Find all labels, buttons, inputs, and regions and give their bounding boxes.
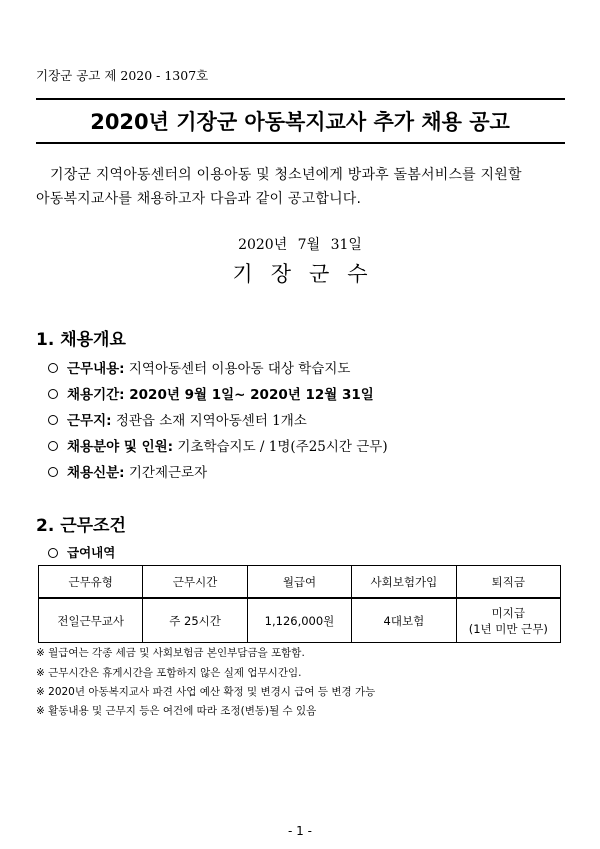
subheading-label: 급여내역: [67, 545, 116, 560]
cell-social-insurance: 4대보험: [352, 599, 456, 643]
page-number: - 1 -: [288, 824, 312, 838]
notice-number: 기장군 공고 제 2020 - 1307호: [36, 68, 209, 83]
overview-item-duty: [48, 357, 350, 377]
header-work-type: 근무유형: [39, 566, 143, 599]
signer: 기장군수: [232, 262, 386, 286]
overview-item-status: [48, 461, 207, 481]
note-3: ※ 2020년 아동복지교사 파견 사업 예산 확정 및 변경시 급여 등 변경 가능: [36, 686, 376, 698]
circle-bullet-icon: [48, 389, 58, 399]
circle-bullet-icon: [48, 415, 58, 425]
item-value: 기초학습지도 / 1명(주25시간 근무): [173, 439, 388, 455]
item-value: 지역아동센터 이용아동 대상 학습지도: [124, 361, 351, 377]
intro-line-1: 기장군 지역아동센터의 이용아동 및 청소년에게 방과후 돌봄서비스를 지원할: [50, 167, 522, 183]
note-4: ※ 활동내용 및 근무지 등은 여건에 따라 조정(변동)될 수 있음: [36, 705, 317, 717]
item-label: 채용신분:: [67, 465, 125, 481]
section-1-heading: 1. 채용개요: [36, 330, 126, 350]
item-label: 근무지:: [67, 413, 112, 429]
header-monthly-pay: 월급여: [247, 566, 351, 599]
item-value: 정관읍 소재 지역아동센터 1개소: [111, 413, 307, 429]
overview-item-location: [48, 409, 307, 429]
salary-subheading: [48, 543, 115, 561]
title-rule-bottom: [36, 142, 565, 144]
item-label: 채용기간: 2020년 9월 1일~ 2020년 12월 31일: [67, 387, 374, 403]
circle-bullet-icon: [48, 441, 58, 451]
item-label: 근무내용:: [67, 361, 125, 377]
note-1: ※ 월급여는 각종 세금 및 사회보험금 본인부담금을 포함함.: [36, 647, 305, 659]
item-label: 채용분야 및 인원:: [67, 439, 174, 455]
section-2-heading: 2. 근무조건: [36, 516, 126, 536]
cell-work-hours: 주 25시간: [143, 599, 247, 643]
severance-value: 미지급: [491, 605, 525, 620]
table-header-row: [39, 566, 561, 599]
header-severance: 퇴직금: [456, 566, 560, 599]
notice-date: 2020년 7월 31일: [238, 237, 362, 253]
circle-bullet-icon: [48, 467, 58, 477]
table-header-divider: [38, 597, 561, 599]
cell-monthly-pay: 1,126,000원: [247, 599, 351, 643]
title-rule-top: [36, 98, 565, 100]
cell-severance: [456, 599, 560, 643]
overview-item-field: [48, 435, 388, 455]
table-row: [39, 599, 561, 643]
circle-bullet-icon: [48, 548, 58, 558]
note-2: ※ 근무시간은 휴게시간을 포함하지 않은 실제 업무시간임.: [36, 667, 302, 679]
document-title: 2020년 기장군 아동복지교사 추가 채용 공고: [90, 110, 510, 134]
cell-work-type: 전일근무교사: [39, 599, 143, 643]
salary-table: [38, 565, 561, 643]
severance-note: (1년 미만 근무): [468, 621, 548, 636]
circle-bullet-icon: [48, 363, 58, 373]
header-social-insurance: 사회보험가입: [352, 566, 456, 599]
intro-line-2: 아동복지교사를 채용하고자 다음과 같이 공고합니다.: [36, 191, 362, 207]
item-value: 기간제근로자: [124, 465, 208, 481]
header-work-hours: 근무시간: [143, 566, 247, 599]
overview-item-period: [48, 383, 374, 403]
